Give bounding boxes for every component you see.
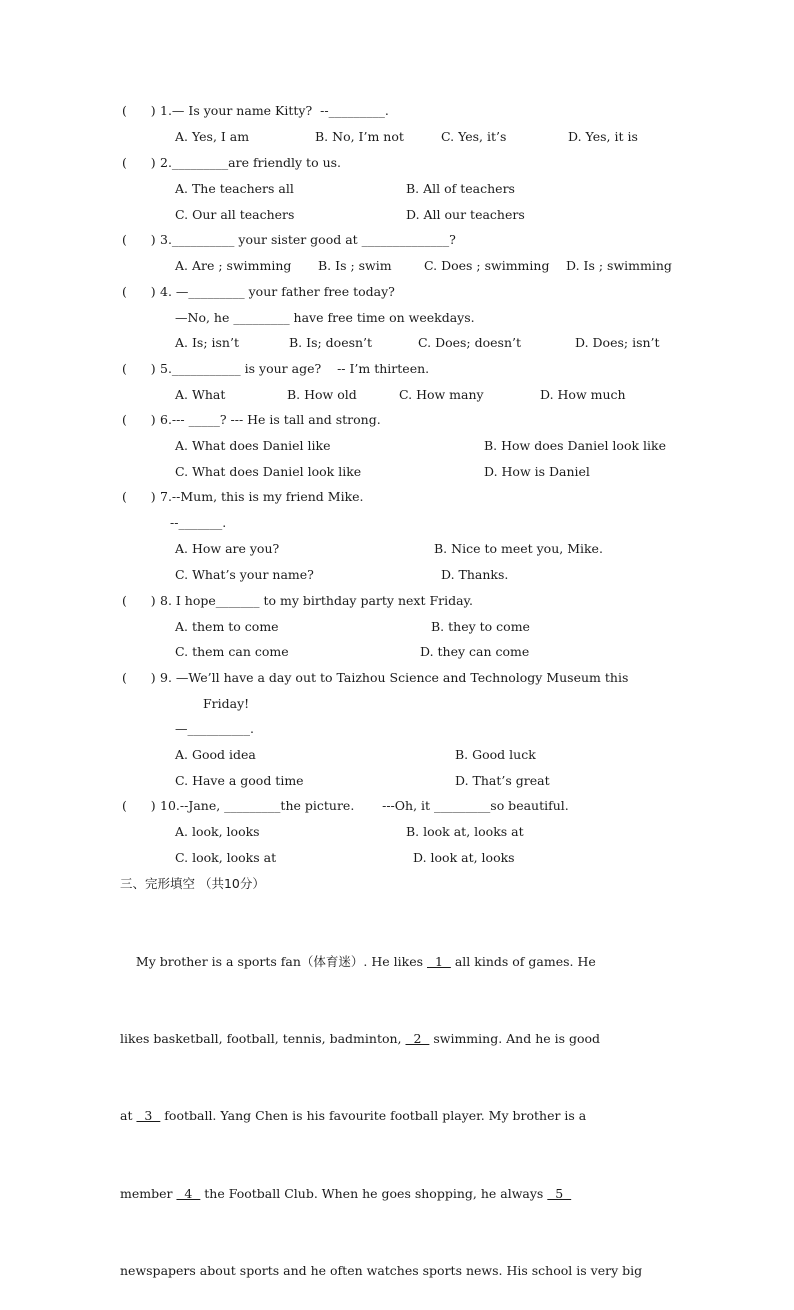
question-stem: 5.___________ is your age? -- I’m thirteen. (160, 361, 430, 376)
question-stem-reply: --_______. (170, 515, 227, 530)
option-c: C. Yes, it’s (441, 129, 507, 144)
question-stem: 1.— Is your name Kitty? --_________. (160, 103, 389, 118)
question-stem: 6.--- _____? --- He is tall and strong. (160, 412, 381, 427)
question-stem: 9. —We’ll have a day out to Taizhou Science and Technology Museum this (160, 670, 629, 685)
answer-bracket[interactable]: ( ) (122, 670, 156, 685)
option-b: B. Nice to meet you, Mike. (434, 541, 603, 556)
blank-4[interactable]: 4 (176, 1185, 201, 1201)
cloze-passage (120, 897, 680, 1310)
question-stem-continued: Friday! (203, 696, 250, 711)
passage-line-1: My brother is a sports fan（体育迷）. He likes 1 all kinds of games. He (120, 953, 596, 969)
option-a: A. What does Daniel like (175, 438, 331, 453)
blank-1[interactable]: 1 (427, 953, 451, 969)
option-a: A. Is; isn’t (175, 335, 239, 350)
option-c: C. What does Daniel look like (175, 464, 362, 479)
option-d: D. How is Daniel (484, 464, 590, 479)
option-b: B. How does Daniel look like (484, 438, 667, 453)
blank-3[interactable]: 3 (136, 1108, 161, 1124)
option-a: A. The teachers all (175, 181, 294, 196)
answer-bracket[interactable]: ( ) (122, 593, 156, 608)
option-b: B. they to come (431, 619, 530, 634)
option-c: C. Does; doesn’t (418, 335, 521, 350)
option-a: A. look, looks (175, 824, 260, 839)
option-b: B. How old (287, 387, 357, 402)
blank-2[interactable]: 2 (405, 1030, 430, 1046)
option-a: A. Yes, I am (175, 129, 250, 144)
answer-bracket[interactable]: ( ) (122, 489, 156, 504)
option-d: D. How much (540, 387, 626, 402)
option-d: D. Yes, it is (568, 129, 638, 144)
option-b: B. No, I’m not (315, 129, 404, 144)
option-a: A. What (175, 387, 226, 402)
question-stem: 7.--Mum, this is my friend Mike. (160, 489, 364, 504)
option-c: C. look, looks at (175, 850, 277, 865)
option-b: B. All of teachers (406, 181, 515, 196)
option-b: B. Is ; swim (318, 258, 392, 273)
option-b: B. Is; doesn’t (289, 335, 373, 350)
option-b: B. look at, looks at (406, 824, 524, 839)
answer-bracket[interactable]: ( ) (122, 412, 156, 427)
option-d: D. they can come (420, 644, 530, 659)
option-c: C. What’s your name? (175, 567, 314, 582)
question-stem: 8. I hope_______ to my birthday party next Friday. (160, 593, 473, 608)
option-c: C. Does ; swimming (424, 258, 550, 273)
option-b: B. Good luck (455, 747, 536, 762)
passage-line-5: newspapers about sports and he often watches sports news. His school is very big (120, 1263, 643, 1279)
question-stem: 10.--Jane, _________the picture. ---Oh, it _________so beautiful. (160, 798, 569, 813)
section-title-cloze: 三、完形填空 （共10分） (120, 876, 265, 891)
question-stem: 3.__________ your sister good at ______________? (160, 232, 456, 247)
option-d: D. That’s great (455, 773, 550, 788)
option-d: D. Thanks. (441, 567, 509, 582)
answer-bracket[interactable]: ( ) (122, 155, 156, 170)
option-a: A. Are ; swimming (175, 258, 292, 273)
question-stem-reply: —No, he _________ have free time on weekdays. (175, 310, 475, 325)
option-c: C. Have a good time (175, 773, 304, 788)
option-a: A. them to come (175, 619, 279, 634)
option-a: A. How are you? (175, 541, 280, 556)
answer-bracket[interactable]: ( ) (122, 284, 156, 299)
passage-line-2: likes basketball, football, tennis, badminton, 2 swimming. And he is good (120, 1030, 601, 1046)
passage-line-4: member 4 the Football Club. When he goes shopping, he always 5 (120, 1185, 572, 1201)
option-d: D. look at, looks (413, 850, 515, 865)
question-stem: 2._________are friendly to us. (160, 155, 342, 170)
answer-bracket[interactable]: ( ) (122, 232, 156, 247)
blank-5[interactable]: 5 (547, 1185, 572, 1201)
option-d: D. Is ; swimming (566, 258, 672, 273)
option-d: D. All our teachers (406, 207, 525, 222)
question-stem-reply: —__________. (175, 721, 254, 736)
option-c: C. Our all teachers (175, 207, 295, 222)
option-a: A. Good idea (175, 747, 256, 762)
option-c: C. How many (399, 387, 484, 402)
question-stem: 4. —_________ your father free today? (160, 284, 395, 299)
answer-bracket[interactable]: ( ) (122, 361, 156, 376)
passage-line-3: at 3 football. Yang Chen is his favourite football player. My brother is a (120, 1108, 587, 1124)
option-d: D. Does; isn’t (575, 335, 660, 350)
option-c: C. them can come (175, 644, 289, 659)
answer-bracket[interactable]: ( ) (122, 798, 156, 813)
answer-bracket[interactable]: ( ) (122, 103, 156, 118)
